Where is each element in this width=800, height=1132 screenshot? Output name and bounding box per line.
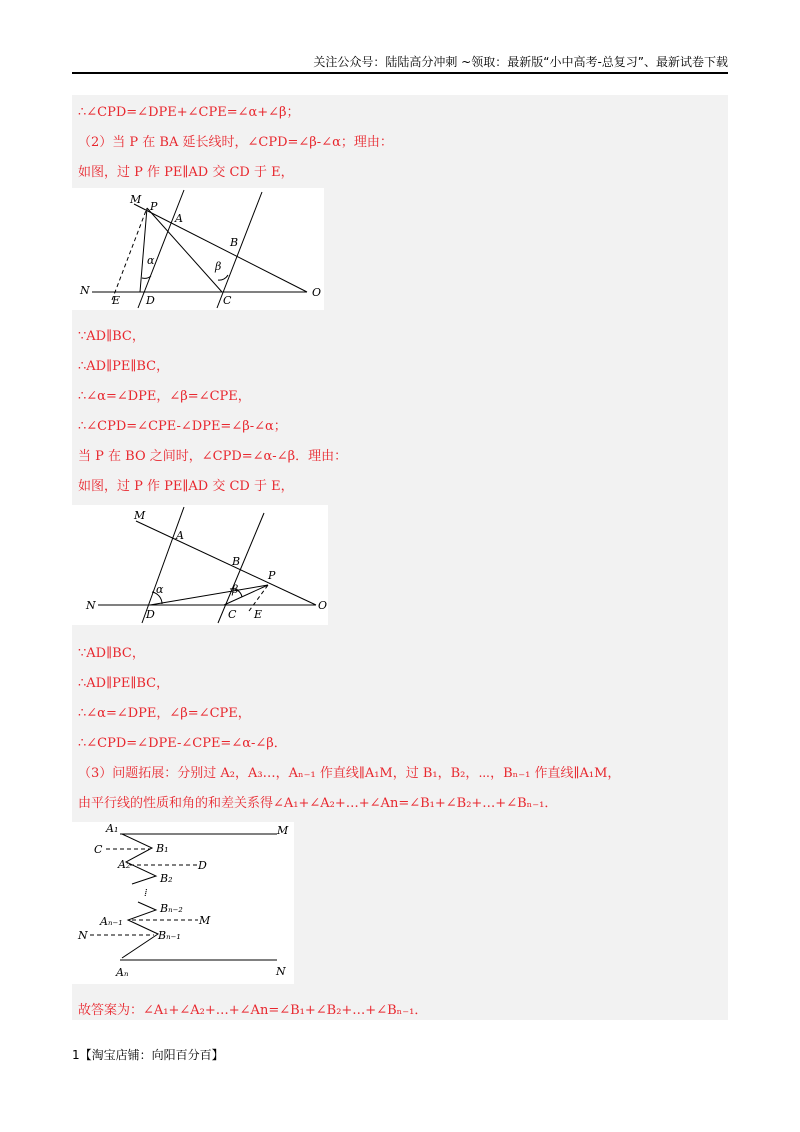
label: E (254, 608, 263, 621)
label: E (112, 294, 121, 307)
label: Bₙ₋₂ (160, 902, 183, 915)
solution-content (72, 95, 728, 1020)
text-line: ∴AD∥PE∥BC， (78, 676, 170, 691)
label: D (198, 859, 207, 872)
label: O (312, 286, 322, 299)
text-line: ∵AD∥BC， (78, 329, 145, 344)
text-line: （2）当 P 在 BA 延长线时，∠CPD=∠β-∠α；理由： (78, 135, 393, 150)
label: α (156, 583, 164, 596)
label: P (268, 569, 276, 582)
text-line: ∴∠CPD=∠DPE+∠CPE=∠α+∠β； (78, 105, 300, 120)
label: A (175, 212, 183, 225)
text-line: 如图，过 P 作 PE∥AD 交 CD 于 E， (78, 165, 294, 180)
label: ⁞ (144, 886, 148, 899)
label: A (176, 529, 184, 542)
figure-3 (72, 822, 294, 984)
label: C (223, 294, 232, 307)
figure-1 (72, 188, 324, 310)
label: O (318, 599, 328, 612)
label: M (130, 193, 142, 206)
label: M (277, 824, 289, 837)
label: N (80, 284, 90, 297)
label: A₁ (106, 822, 119, 835)
text-line: ∴∠CPD=∠CPE-∠DPE=∠β-∠α； (78, 419, 287, 434)
text-line: ∴∠α=∠DPE，∠β=∠CPE， (78, 389, 251, 404)
label: N (78, 929, 88, 942)
label: D (146, 608, 155, 621)
label: D (146, 294, 155, 307)
text-line: ∴∠α=∠DPE，∠β=∠CPE， (78, 706, 251, 721)
label: B (230, 236, 239, 249)
text-line: ∴∠CPD=∠DPE-∠CPE=∠α-∠β． (78, 736, 287, 751)
page-footer: 1【淘宝店铺：向阳百分百】 (72, 1048, 224, 1062)
label: B (232, 555, 241, 568)
text-line: （3）问题拓展：分别过 A₂，A₃…，Aₙ₋₁ 作直线∥A₁M，过 B₁，B₂，⋯，Bₙ₋₁ 作直线∥A₁M， (78, 766, 621, 781)
label: C (94, 843, 103, 856)
page-header: 关注公众号：陆陆高分冲刺 ~领取：最新版“小中高考-总复习”、最新试卷下载 (72, 52, 728, 74)
figure-2 (72, 505, 328, 625)
label: B₁ (156, 842, 169, 855)
answer-line: 故答案为：∠A₁+∠A₂+…+∠An=∠B₁+∠B₂+…+∠Bₙ₋₁． (78, 1003, 428, 1018)
label: N (86, 599, 96, 612)
text-line: 由平行线的性质和角的和差关系得∠A₁+∠A₂+…+∠An=∠B₁+∠B₂+…+∠Bₙ₋₁． (78, 796, 558, 811)
text-line: 当 P 在 BO 之间时，∠CPD=∠α-∠β．理由： (78, 449, 348, 464)
text-line: ∴AD∥PE∥BC， (78, 359, 170, 374)
label: Bₙ₋₁ (158, 929, 181, 942)
label: B₂ (160, 872, 173, 885)
label: Aₙ (116, 966, 129, 979)
label: C (228, 608, 237, 621)
label: A₂ (118, 858, 131, 871)
label: P (150, 200, 158, 213)
text-line: ∵AD∥BC， (78, 646, 145, 661)
label: N (276, 965, 286, 978)
label: α (147, 254, 155, 267)
label: M (199, 914, 211, 927)
label: M (134, 509, 146, 522)
label: β (232, 583, 239, 596)
label: β (215, 260, 222, 273)
text-line: 如图，过 P 作 PE∥AD 交 CD 于 E， (78, 479, 294, 494)
label: Aₙ₋₁ (100, 915, 123, 928)
